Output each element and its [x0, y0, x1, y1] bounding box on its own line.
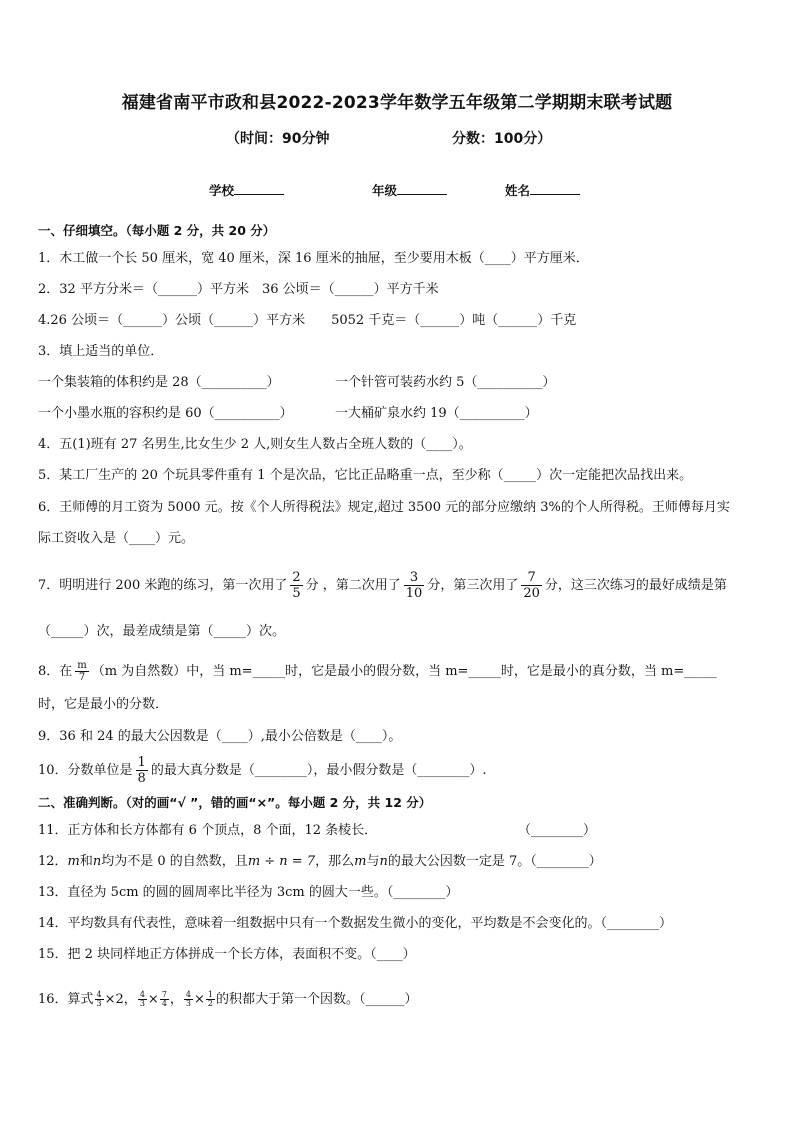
question-2-part-b: 4.26 公顷＝（______）公顷（______）平方米 5052 千克＝（______）吨（______）千克	[38, 313, 577, 328]
fraction: $\frac{4}{3}$	[96, 990, 102, 1008]
grade-field: 年级	[372, 181, 447, 199]
question-3-item-a: 一个集装箱的体积约是 28（__________）	[38, 375, 280, 390]
fraction: $\frac{4}{3}$	[139, 990, 145, 1008]
question-11: 11．正方体和长方体都有 6 个顶点，8 个面，12 条棱长．	[38, 823, 378, 838]
name-field: 姓名	[505, 181, 580, 199]
fraction: $\frac{3}{10}$	[405, 570, 423, 601]
question-1: 1．木工做一个长 50 厘米，宽 40 厘米，深 16 厘米的抽屉，至少要用木板（____）平方厘米．	[38, 251, 589, 266]
school-field: 学校	[209, 181, 284, 199]
fraction: $\frac{2}{5}$	[292, 570, 301, 601]
question-13: 13．直径为 5cm 的圆的圆周率比半径为 3cm 的圆大一些。（________）	[38, 885, 459, 900]
question-4: 4．五(1)班有 27 名男生,比女生少 2 人,则女生人数占全班人数的（____）。	[38, 437, 472, 452]
fraction: $\frac{1}{2}$	[207, 990, 214, 1008]
question-3-item-d: 一大桶矿泉水约 19（__________）	[335, 406, 538, 421]
question-3-item-c: 一个小墨水瓶的容积约是 60（__________）	[38, 406, 293, 421]
question-14: 14．平均数具有代表性，意味着一组数据中只有一个数据发生微小的变化，平均数是不会变化的。（________）	[38, 916, 673, 931]
question-11-answer-blank: （________）	[518, 823, 597, 838]
question-8-line-1: 8．在 $\frac{m}{7}$ （m 为自然数）中，当 m=_____时，它是最小的假分数，当 m=_____时，它是最小的真分数，当 m=_____	[38, 660, 717, 683]
question-7-line-2: （_____）次，最差成绩是第（_____）次。	[38, 624, 286, 639]
question-3-item-b: 一个针管可装药水约 5（__________）	[335, 375, 556, 390]
fraction: $\frac{m}{7}$	[77, 660, 87, 683]
question-15: 15．把 2 块同样地正方体拼成一个长方体，表面积不变。（____）	[38, 947, 416, 962]
exam-score: 分数：100分）	[452, 131, 552, 147]
question-6-line-2: 际工资收入是（____）元。	[38, 531, 195, 546]
fraction: $\frac{4}{3}$	[185, 990, 192, 1008]
page-title: 福建省南平市政和县2022-2023学年数学五年级第二学期期末联考试题	[121, 93, 673, 113]
section-2-heading: 二、准确判断。（对的画“√ ”，错的画“×”。每小题 2 分，共 12 分）	[38, 795, 432, 810]
question-9: 9．36 和 24 的最大公因数是（____）,最小公倍数是（____）。	[38, 729, 402, 744]
question-16: 16．算式 $\frac{4}{3}$ ×2， $\frac{4}{3}$ × $\frac{7}{4}$ ， $\frac{4}{3}$ × $\frac{1}{2}$ 的积都大于第一个因数。（______）	[38, 990, 418, 1008]
question-10: 10．分数单位是 $\frac{1}{8}$ 的最大真分数是（________），最小假分数是（________）.	[38, 755, 487, 786]
question-3: 3．填上适当的单位．	[38, 344, 164, 359]
question-8-line-2: 时，它是最小的分数．	[38, 697, 169, 712]
fraction: $\frac{1}{8}$	[137, 755, 146, 786]
question-12: 12．m和n均为不是 0 的自然数，且m ÷ n = 7，那么m与n的最大公因数一定是 7。（________）	[38, 854, 602, 869]
fraction: $\frac{7}{20}$	[523, 570, 540, 601]
question-2-part-a: 2．32 平方分米＝（______）平方米 36 公顷＝（______）平方千米	[38, 282, 439, 297]
section-1-heading: 一、仔细填空。（每小题 2 分，共 20 分）	[38, 223, 276, 238]
exam-time: （时间：90分钟	[226, 131, 330, 147]
fraction: $\frac{7}{4}$	[161, 990, 167, 1008]
question-6-line-1: 6．王师傅的月工资为 5000 元。按《个人所得税法》规定,超过 3500 元的部分应缴纳 3%的个人所得税。王师傅每月实	[38, 500, 730, 515]
question-5: 5．某工厂生产的 20 个玩具零件重有 1 个是次品，它比正品略重一点，至少称（_____）次一定能把次品找出来。	[38, 468, 693, 483]
question-7-line-1: 7．明明进行 200 米跑的练习，第一次用了 $\frac{2}{5}$ 分 ，第二次用了 $\frac{3}{10}$ 分，第三次用了 $\frac{7}{20}$ 分，这三次练习的最好成绩是第	[38, 570, 727, 601]
